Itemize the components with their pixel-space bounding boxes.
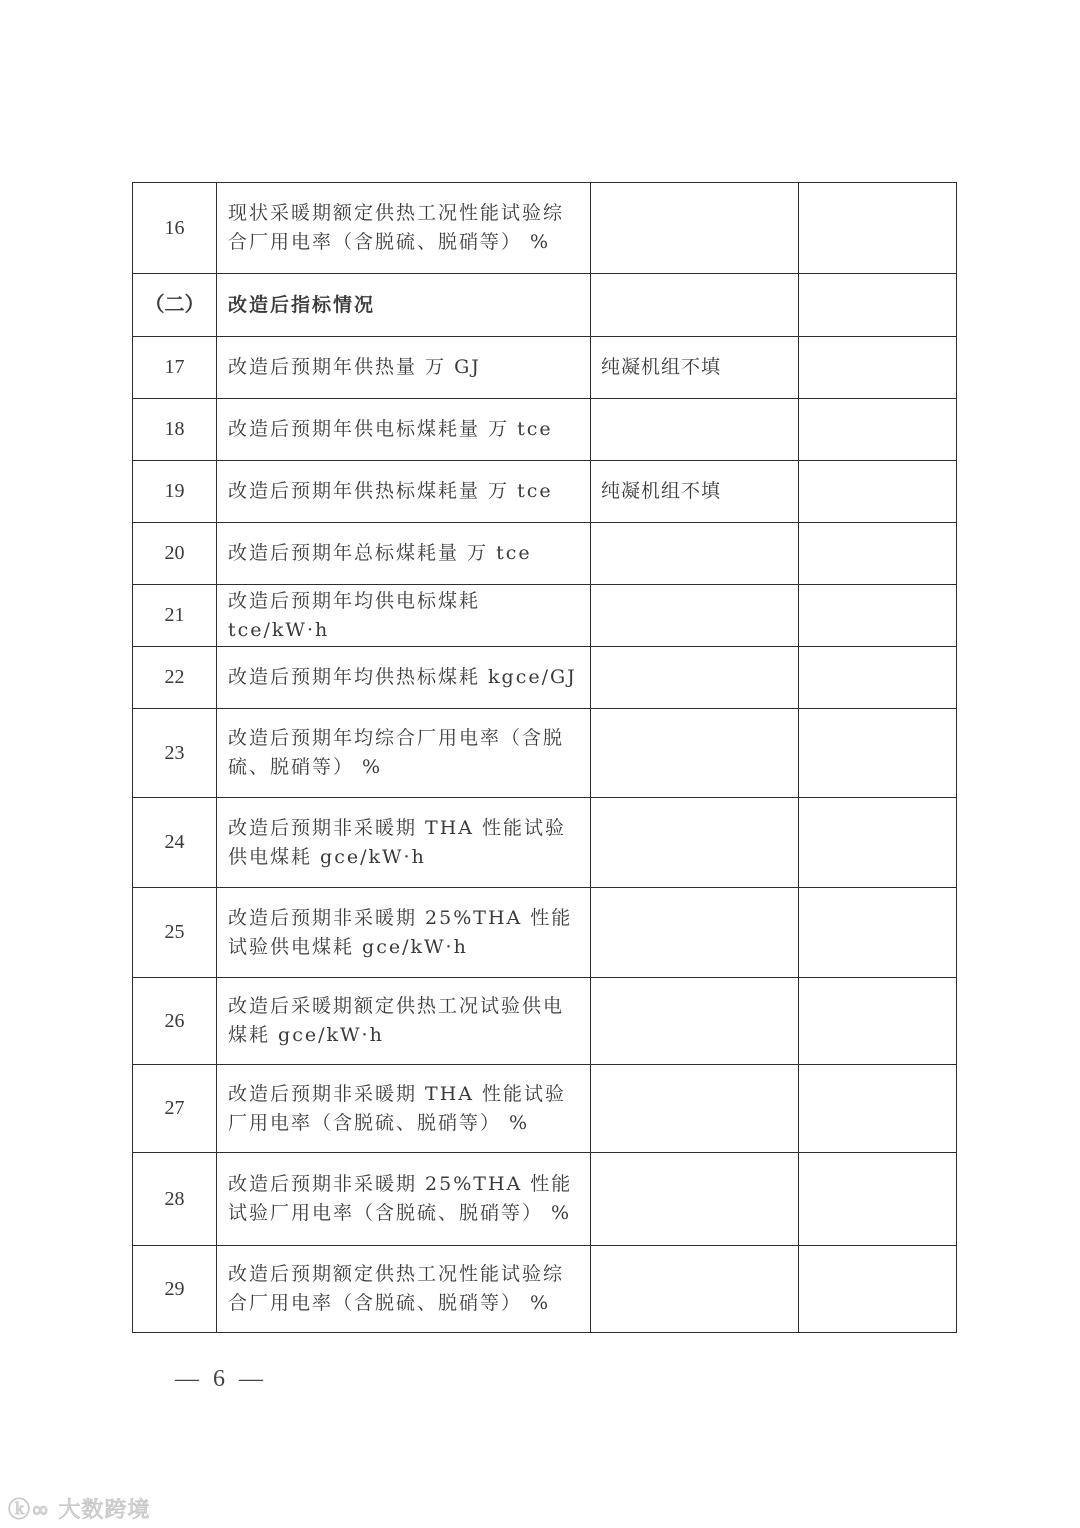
table-row — [133, 585, 957, 647]
note-cell — [591, 709, 799, 798]
item-name: 改造后预期年供电标煤耗量 万 tce — [217, 399, 591, 461]
table-row — [133, 709, 957, 798]
row-number: 19 — [133, 461, 217, 523]
item-name: 现状采暖期额定供热工况性能试验综合厂用电率（含脱硫、脱硝等） % — [217, 183, 591, 274]
table-row — [133, 978, 957, 1065]
row-number: 24 — [133, 798, 217, 888]
extra-cell — [799, 798, 957, 888]
item-name: 改造后预期年均供热标煤耗 kgce/GJ — [217, 647, 591, 709]
extra-cell — [799, 888, 957, 978]
note-cell — [591, 647, 799, 709]
note-cell: 纯凝机组不填 — [591, 461, 799, 523]
item-name: 改造后预期年均供电标煤耗 tce/kW·h — [217, 585, 591, 647]
row-number: 17 — [133, 337, 217, 399]
item-name: 改造后预期年供热标煤耗量 万 tce — [217, 461, 591, 523]
table-row — [133, 1246, 957, 1333]
row-number: 22 — [133, 647, 217, 709]
note-cell — [591, 274, 799, 337]
item-name: 改造后预期非采暖期 25%THA 性能试验供电煤耗 gce/kW·h — [217, 888, 591, 978]
note-cell — [591, 978, 799, 1065]
item-name: 改造后采暖期额定供热工况试验供电煤耗 gce/kW·h — [217, 978, 591, 1065]
table-row — [133, 523, 957, 585]
row-number: 20 — [133, 523, 217, 585]
item-name: 改造后预期年总标煤耗量 万 tce — [217, 523, 591, 585]
table-row — [133, 183, 957, 274]
table-row — [133, 647, 957, 709]
row-number: 27 — [133, 1065, 217, 1153]
row-number: （二） — [133, 274, 217, 337]
extra-cell — [799, 978, 957, 1065]
extra-cell — [799, 585, 957, 647]
note-cell: 纯凝机组不填 — [591, 337, 799, 399]
item-name: 改造后预期非采暖期 25%THA 性能试验厂用电率（含脱硫、脱硝等） % — [217, 1153, 591, 1246]
note-cell — [591, 798, 799, 888]
extra-cell — [799, 399, 957, 461]
row-number: 29 — [133, 1246, 217, 1333]
extra-cell — [799, 1153, 957, 1246]
note-cell — [591, 399, 799, 461]
extra-cell — [799, 337, 957, 399]
table-row — [133, 888, 957, 978]
note-cell — [591, 1153, 799, 1246]
note-cell — [591, 1246, 799, 1333]
row-number: 21 — [133, 585, 217, 647]
extra-cell — [799, 183, 957, 274]
table-row — [133, 461, 957, 523]
row-number: 28 — [133, 1153, 217, 1246]
extra-cell — [799, 647, 957, 709]
row-number: 25 — [133, 888, 217, 978]
note-cell — [591, 523, 799, 585]
item-name: 改造后预期额定供热工况性能试验综合厂用电率（含脱硫、脱硝等） % — [217, 1246, 591, 1333]
note-cell — [591, 585, 799, 647]
extra-cell — [799, 274, 957, 337]
table-row — [133, 1065, 957, 1153]
page-number: — 6 — — [175, 1366, 267, 1392]
item-name: 改造后预期年供热量 万 GJ — [217, 337, 591, 399]
watermark-text: 大数跨境 — [58, 1498, 151, 1523]
indicator-table — [132, 182, 957, 1333]
row-number: 23 — [133, 709, 217, 798]
section-row — [133, 274, 957, 337]
table-row — [133, 337, 957, 399]
note-cell — [591, 888, 799, 978]
extra-cell — [799, 1246, 957, 1333]
extra-cell — [799, 523, 957, 585]
note-cell — [591, 183, 799, 274]
note-cell — [591, 1065, 799, 1153]
watermark-logo: ⓚ∞ 大数跨境 — [8, 1498, 151, 1523]
item-name: 改造后预期年均综合厂用电率（含脱硫、脱硝等） % — [217, 709, 591, 798]
item-name: 改造后预期非采暖期 THA 性能试验供电煤耗 gce/kW·h — [217, 798, 591, 888]
extra-cell — [799, 1065, 957, 1153]
row-number: 18 — [133, 399, 217, 461]
table-row — [133, 798, 957, 888]
item-name: 改造后预期非采暖期 THA 性能试验厂用电率（含脱硫、脱硝等） % — [217, 1065, 591, 1153]
row-number: 26 — [133, 978, 217, 1065]
extra-cell — [799, 709, 957, 798]
extra-cell — [799, 461, 957, 523]
row-number: 16 — [133, 183, 217, 274]
item-name: 改造后指标情况 — [217, 274, 591, 337]
table-row — [133, 1153, 957, 1246]
table-row — [133, 399, 957, 461]
